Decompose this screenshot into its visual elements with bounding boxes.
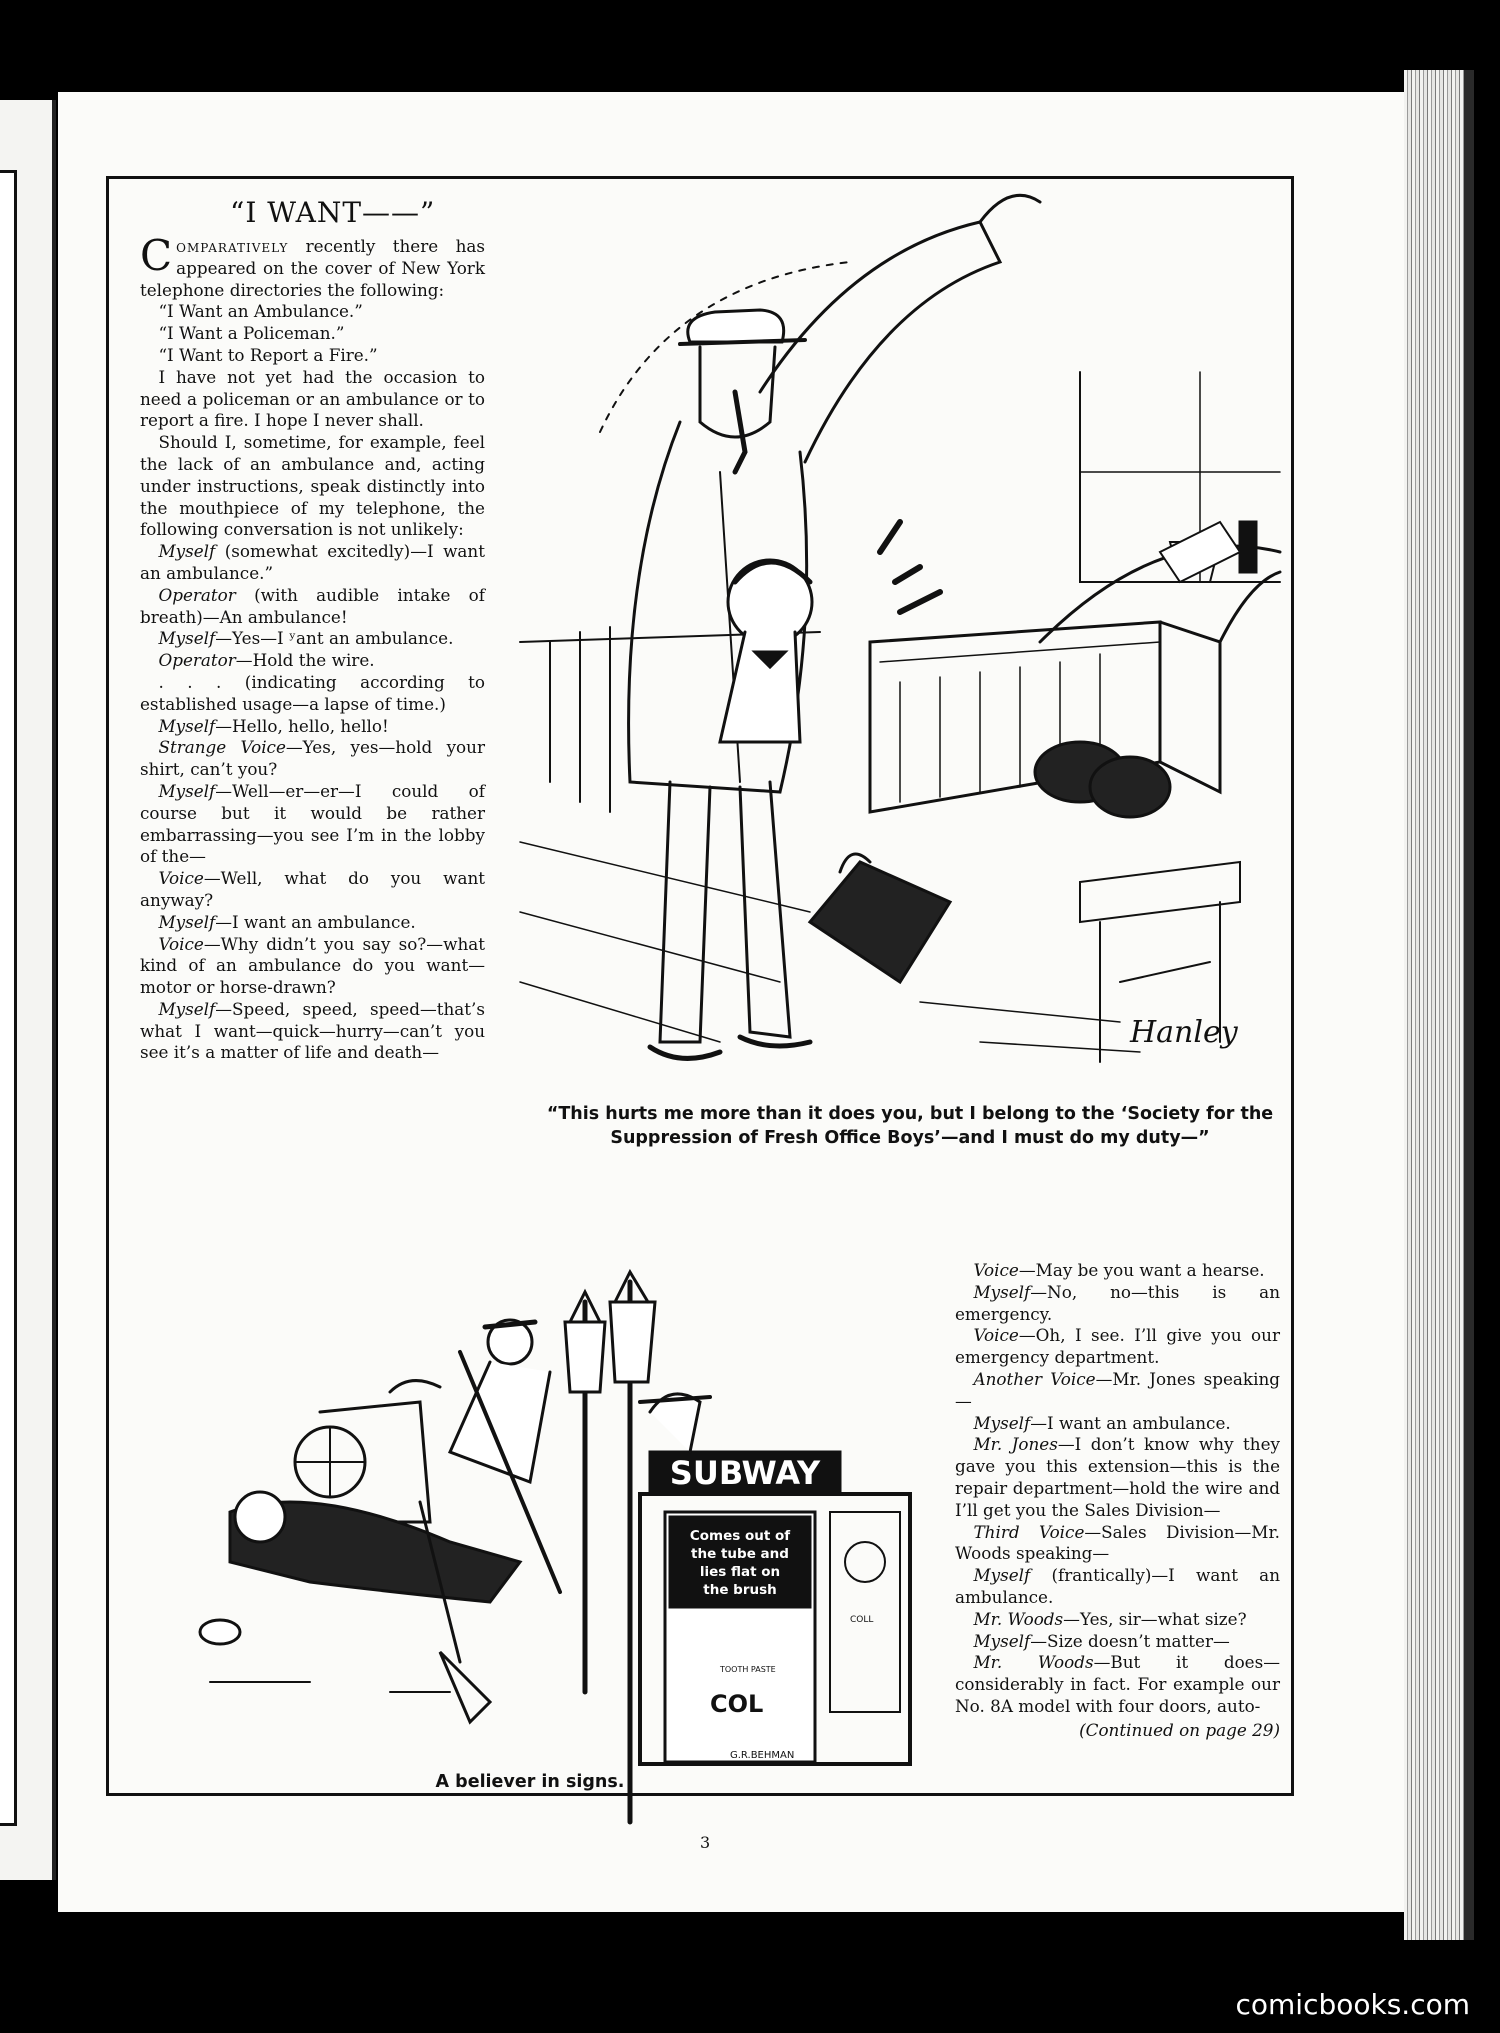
dialogue-text: (frantically)—I want an ambulance.	[955, 1565, 1280, 1607]
dialogue-text: —Yes, sir—what size?	[1063, 1608, 1247, 1629]
dialogue-text: —May be you want a hearse.	[1018, 1260, 1265, 1280]
page-number: 3	[700, 1833, 711, 1852]
dialogue-line	[140, 716, 485, 738]
dialogue-text: —Size doesn’t matter—	[1030, 1630, 1230, 1651]
dialogue-line	[955, 1325, 1280, 1369]
dialogue-line	[955, 1413, 1280, 1435]
dialogue-text: (with audible intake of breath)—An ambulance!	[140, 584, 485, 627]
quote-line: “I Want a Policeman.”	[158, 323, 345, 344]
speaker-name: Strange Voice	[158, 737, 286, 758]
dialogue-line	[955, 1522, 1280, 1566]
speaker-name: Mr. Jones	[973, 1434, 1058, 1455]
dialogue-line	[140, 781, 485, 868]
cartoon-bottom-signature: G.R.BEHMAN	[730, 1750, 795, 1761]
dialogue-text: . . . (indicating according to established usage—a lapse of time.)	[140, 671, 485, 714]
speaker-name: Voice	[158, 868, 204, 889]
page-stack	[1404, 70, 1474, 1940]
left-page-edge	[0, 100, 56, 1880]
dialogue-text: —Yes, yes—hold your shirt, can’t you?	[140, 737, 485, 780]
dialogue-text: —Oh, I see. I’ll give you our emergency department.	[955, 1325, 1280, 1368]
speaker-name: Myself	[158, 541, 216, 562]
cartoon-subway-sign	[190, 1262, 874, 1762]
speaker-name: Voice	[973, 1260, 1019, 1280]
dialogue-text: —Hold the wire.	[235, 650, 375, 671]
dialogue-line	[140, 999, 485, 1064]
dialogue-right	[955, 1260, 1280, 1718]
dialogue-left	[140, 541, 485, 1064]
intro-text: recently there has appeared on the cover of New York telephone directories the following:	[140, 236, 485, 300]
cartoon-top-caption: “This hurts me more than it does you, but I belong to the ‘Society for the Suppression of Fresh Office Boys’—and I must do my duty—”	[546, 1104, 1274, 1148]
dialogue-line	[955, 1609, 1280, 1631]
dialogue-text: —Hello, hello, hello!	[215, 715, 389, 736]
speaker-name: Third Voice	[973, 1521, 1085, 1542]
drop-cap: C	[140, 231, 173, 280]
dialogue-line	[140, 868, 485, 912]
article-column-right	[955, 1260, 1280, 1742]
speaker-name: Mr. Woods	[973, 1652, 1094, 1673]
dialogue-text: —I want an ambulance.	[1030, 1412, 1231, 1433]
body-paragraph: Should I, sometime, for example, feel the lack of an ambulance and, acting under instructions, speak distinctly into the mouthpiece of my telephone, the following conversation is not unlikely:	[140, 432, 485, 540]
dialogue-line	[140, 650, 485, 672]
cartoon-bottom-caption: A believer in signs.	[435, 1772, 625, 1792]
dialogue-text: —I want an ambulance.	[215, 911, 416, 932]
dialogue-line	[955, 1631, 1280, 1653]
dialogue-text: —I don’t know why they gave you this extension—this is the repair department—hold the wire and I’ll get you the Sales Division—	[955, 1434, 1280, 1520]
dialogue-text: —Mr. Jones speaking—	[955, 1368, 1280, 1411]
continued-note: (Continued on page 29)	[1079, 1719, 1280, 1740]
speaker-name: Myself	[158, 628, 216, 649]
dialogue-line	[140, 934, 485, 999]
dialogue-line	[140, 541, 485, 585]
dialogue-line	[140, 628, 485, 650]
speaker-name: Myself	[973, 1412, 1031, 1433]
dialogue-text: —Yes—I ʸant an ambulance.	[215, 628, 454, 649]
speaker-name: Myself	[973, 1630, 1031, 1651]
dialogue-text: —But it does—considerably in fact. For example our No. 8A model with four doors, auto-	[955, 1652, 1280, 1716]
intro-first-word: omparatively	[176, 236, 289, 256]
dialogue-text: —Well—er—er—I could of course but it would be rather embarrassing—you see I’m in the lobby of the—	[140, 780, 485, 867]
speaker-name: Myself	[973, 1565, 1031, 1586]
speaker-name: Myself	[158, 780, 216, 801]
dialogue-text: —Well, what do you want anyway?	[140, 868, 485, 910]
quote-line: “I Want to Report a Fire.”	[158, 344, 378, 365]
speaker-name: Mr. Woods	[973, 1608, 1064, 1629]
body-paragraph: I have not yet had the occasion to need a policeman or an ambulance or to report a fire. I hope I never shall.	[140, 366, 485, 431]
speaker-name: Voice	[973, 1325, 1019, 1346]
dialogue-line	[955, 1434, 1280, 1521]
dialogue-line	[955, 1260, 1280, 1282]
dialogue-line	[955, 1282, 1280, 1326]
speaker-name: Operator	[158, 584, 236, 605]
speaker-name: Operator	[158, 650, 236, 671]
dialogue-line	[955, 1565, 1280, 1609]
dialogue-text: —Sales Division—Mr. Woods speaking—	[955, 1521, 1280, 1564]
cartoon-office-boy	[520, 222, 1280, 1082]
dialogue-line	[140, 672, 485, 716]
dialogue-line	[140, 585, 485, 629]
quote-line: “I Want an Ambulance.”	[158, 301, 363, 322]
dialogue-line	[955, 1369, 1280, 1413]
dialogue-text: —Speed, speed, speed—that’s what I want—quick—hurry—can’t you see it’s a matter of life and death—	[140, 998, 485, 1063]
speaker-name: Myself	[973, 1281, 1031, 1302]
side-poster-text: COLL	[850, 1615, 874, 1625]
dialogue-line	[140, 912, 485, 934]
intro-paragraph	[140, 231, 485, 301]
speaker-name: Myself	[158, 911, 216, 932]
subway-sign: SUBWAY	[669, 1454, 821, 1492]
speaker-name: Voice	[158, 933, 204, 954]
poster-text: Comes out of the tube and lies flat on the brush	[689, 1528, 791, 1598]
dialogue-text: —Why didn’t you say so?—what kind of an ambulance do you want—motor or horse-drawn?	[140, 933, 485, 998]
article-column-left	[140, 231, 485, 1064]
cartoon-top-signature: Hanley	[1130, 1015, 1238, 1050]
dialogue-line	[955, 1652, 1280, 1717]
poster-brand: COL	[710, 1690, 764, 1718]
watermark: comicbooks.com	[1235, 1988, 1470, 2021]
speaker-name: Myself	[158, 998, 216, 1019]
poster-small: TOOTH PASTE	[720, 1665, 776, 1674]
dialogue-text: (somewhat excitedly)—I want an ambulance.”	[140, 541, 485, 583]
dialogue-line	[140, 737, 485, 781]
speaker-name: Myself	[158, 715, 216, 736]
article-title: “I WANT——”	[230, 196, 436, 229]
dialogue-text: —No, no—this is an emergency.	[955, 1281, 1280, 1324]
speaker-name: Another Voice	[973, 1368, 1096, 1389]
